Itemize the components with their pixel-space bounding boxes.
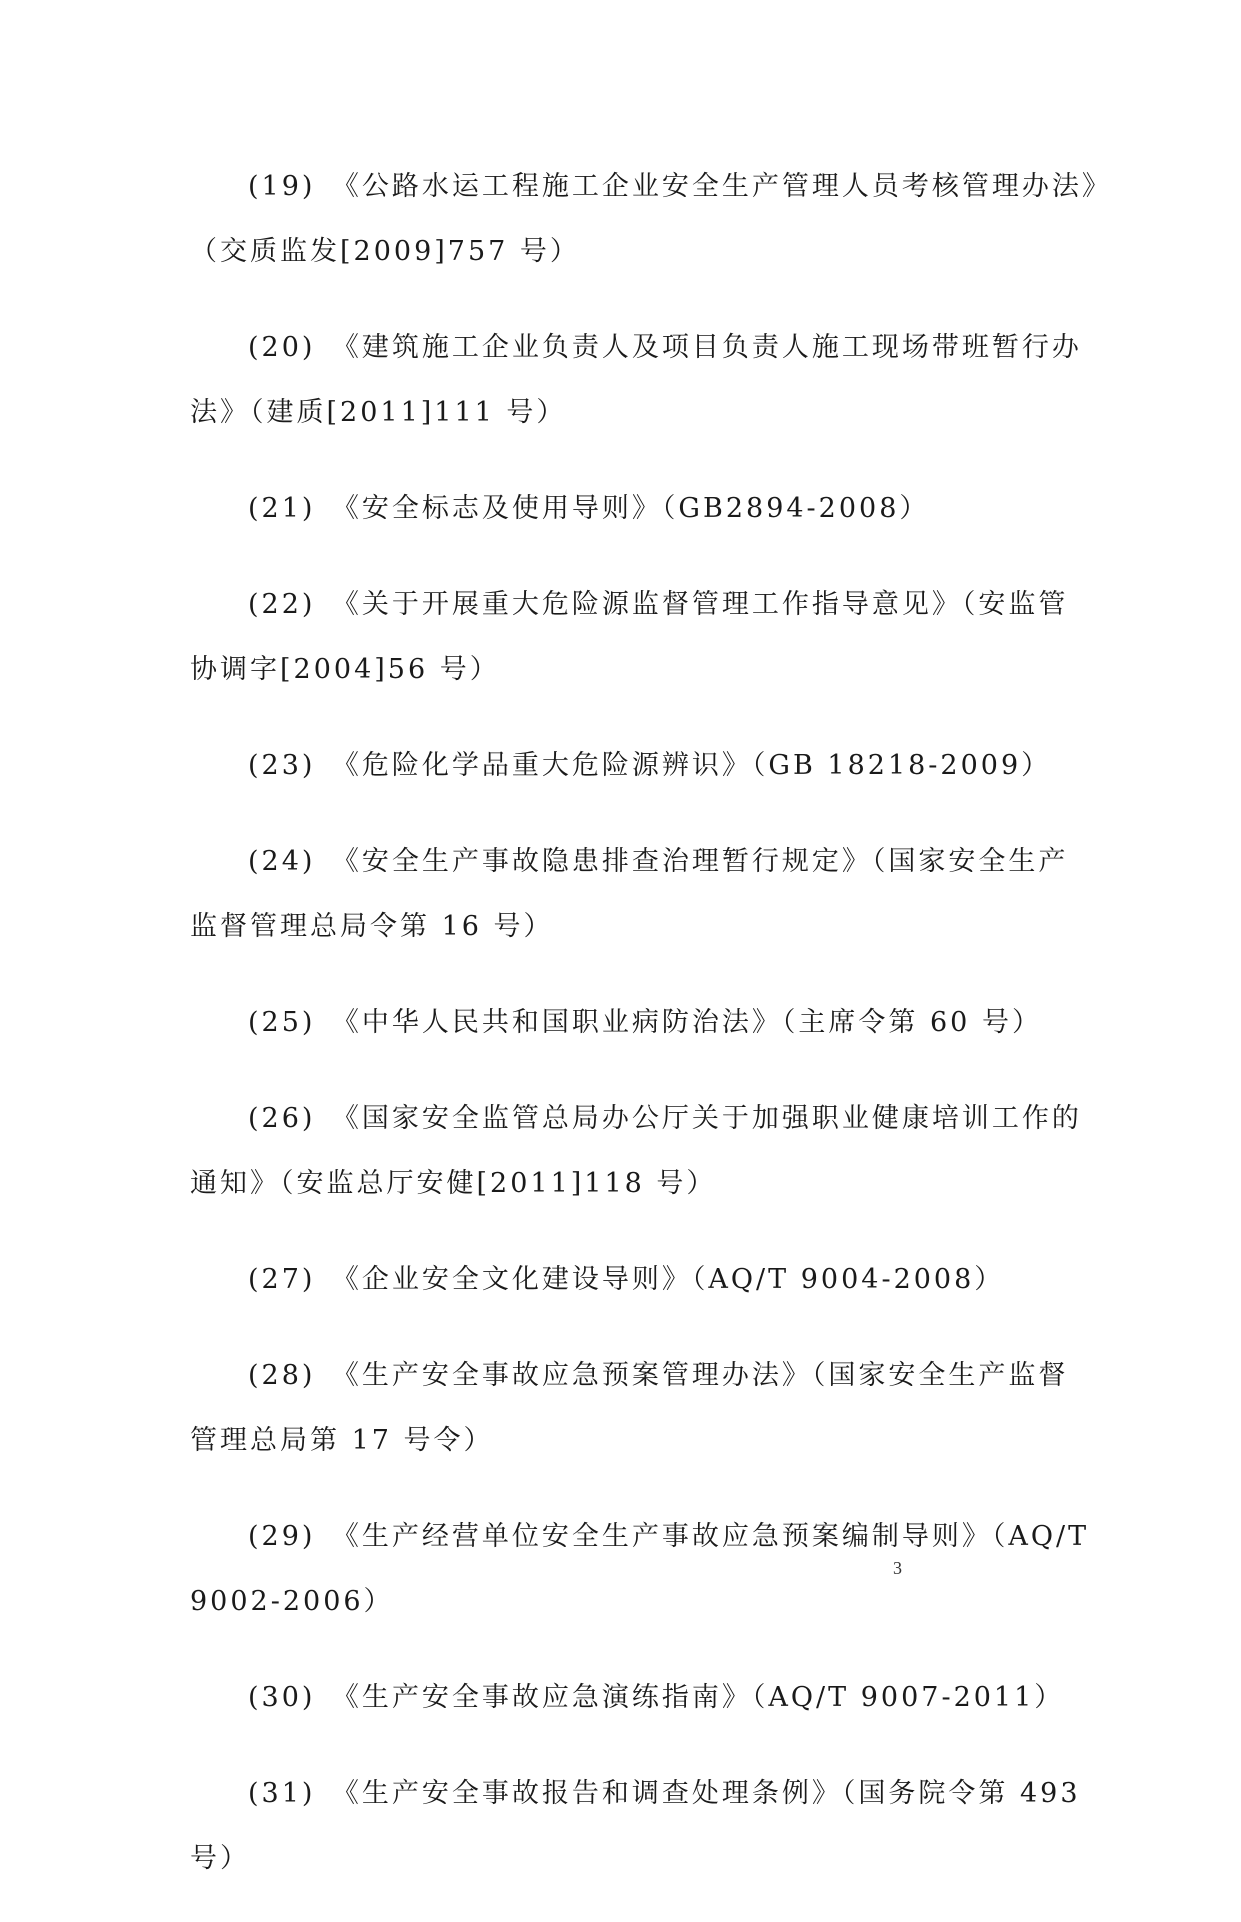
- list-item-line: (27) 《企业安全文化建设导则》（AQ/T 9004-2008）: [248, 1264, 1005, 1295]
- list-item: [190, 315, 1082, 445]
- list-item-line: (28) 《生产安全事故应急预案管理办法》（国家安全生产监督: [248, 1360, 1069, 1391]
- list-item: [190, 1086, 1082, 1216]
- list-item-line: (25) 《中华人民共和国职业病防治法》（主席令第 60 号）: [248, 1007, 1042, 1038]
- list-item: [190, 1343, 1069, 1473]
- list-item-line: (26) 《国家安全监管总局办公厅关于加强职业健康培训工作的: [248, 1103, 1082, 1134]
- list-item-line: (19) 《公路水运工程施工企业安全生产管理人员考核管理办法》: [248, 171, 1112, 202]
- list-item: [190, 572, 1069, 702]
- list-item-line: (24) 《安全生产事故隐患排查治理暂行规定》（国家安全生产: [248, 846, 1069, 877]
- list-item: [190, 1504, 1090, 1634]
- regulation-list: [190, 154, 1112, 1922]
- list-item-line: (23) 《危险化学品重大危险源辨识》（GB 18218-2009）: [248, 750, 1052, 781]
- list-item: [190, 476, 1060, 541]
- list-item: [190, 154, 1112, 284]
- list-item-line: (22) 《关于开展重大危险源监督管理工作指导意见》（安监管: [248, 589, 1069, 620]
- list-item-line: 9002-2006）: [190, 1586, 394, 1617]
- list-item-line: (31) 《生产安全事故报告和调查处理条例》（国务院令第 493: [248, 1778, 1081, 1809]
- list-item-line: 管理总局第 17 号令）: [190, 1425, 494, 1456]
- page-number: 3: [893, 1558, 902, 1578]
- list-item-line: 通知》（安监总厅安健[2011]118 号）: [190, 1168, 717, 1199]
- list-item: [190, 829, 1069, 959]
- list-item: [190, 733, 1060, 798]
- list-item-line: (20) 《建筑施工企业负责人及项目负责人施工现场带班暂行办: [248, 332, 1082, 363]
- list-item: [190, 990, 1060, 1055]
- list-item: [190, 1761, 1081, 1891]
- list-item: [190, 1247, 1060, 1312]
- list-item-line: (30) 《生产安全事故应急演练指南》（AQ/T 9007-2011）: [248, 1682, 1065, 1713]
- list-item-line: （交质监发[2009]757 号）: [190, 236, 580, 267]
- list-item-line: 号）: [190, 1843, 250, 1874]
- list-item-line: 监督管理总局令第 16 号）: [190, 911, 554, 942]
- list-item-line: (21) 《安全标志及使用导则》（GB2894-2008）: [248, 493, 930, 524]
- list-item: [190, 1665, 1065, 1730]
- list-item-line: (29) 《生产经营单位安全生产事故应急预案编制导则》（AQ/T: [248, 1521, 1090, 1552]
- list-item-line: 协调字[2004]56 号）: [190, 654, 500, 685]
- list-item-line: 法》（建质[2011]111 号）: [190, 397, 567, 428]
